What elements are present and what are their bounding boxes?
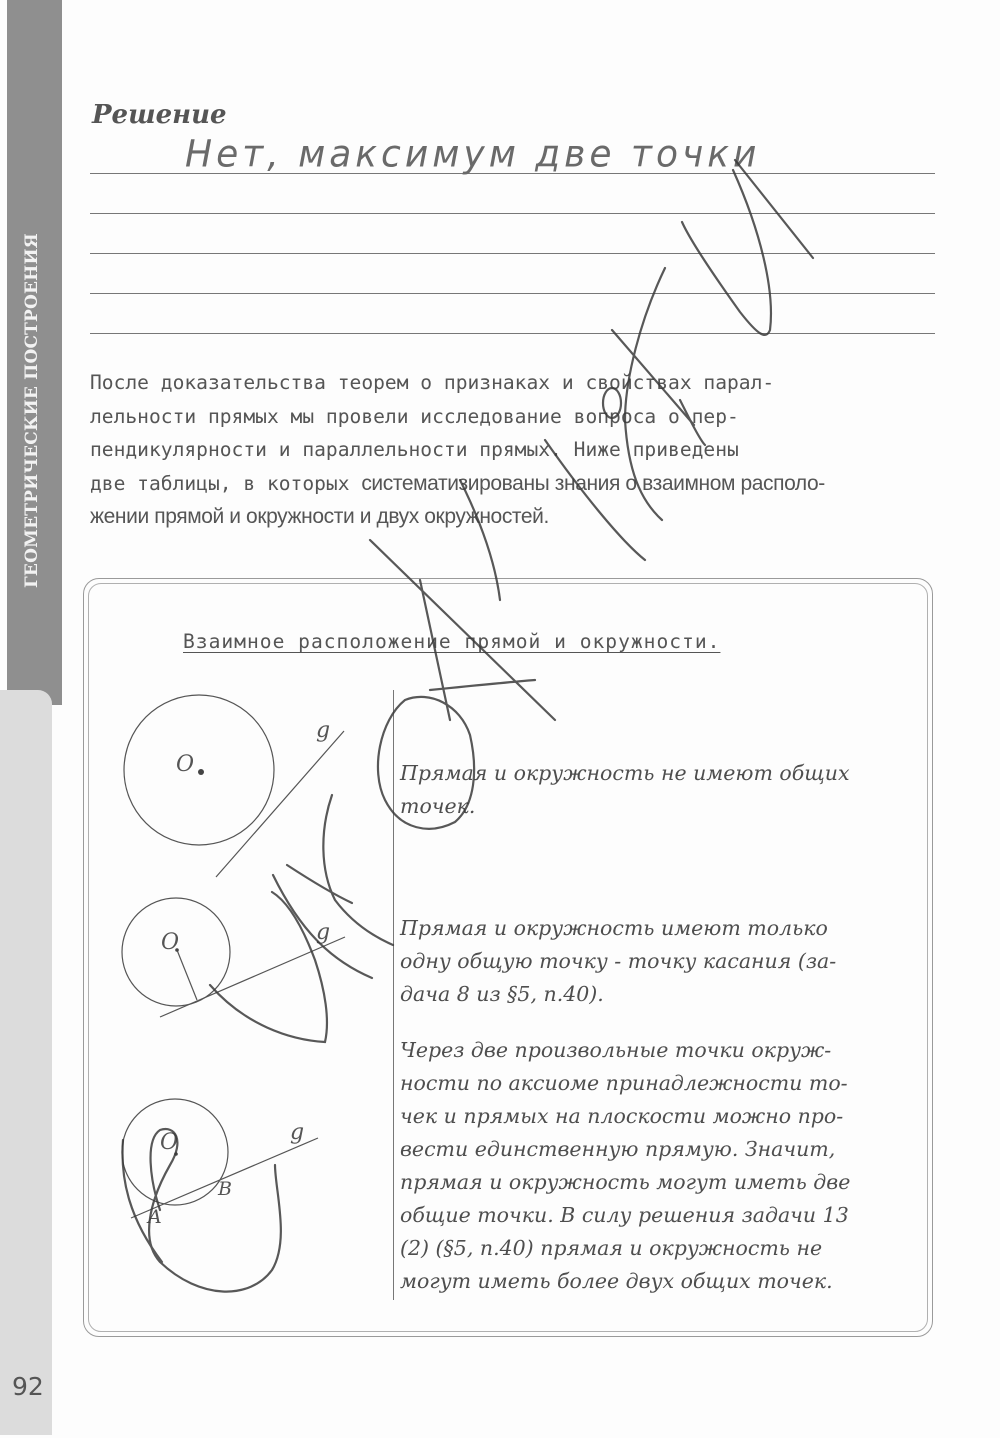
- case-text-line: Прямая и окружность имеют только: [400, 916, 828, 940]
- figure-tangent: [122, 898, 345, 1017]
- case-description: [400, 912, 885, 1011]
- case-text-line: общие точки. В силу решения задачи 13: [400, 1203, 849, 1227]
- intro-line: После доказательства теорем о признаках и свойствах парал-: [90, 371, 775, 394]
- case-description: [400, 757, 885, 823]
- figure-secant: [122, 1099, 318, 1218]
- case-text-line: (2) (§5, п.40) прямая и окружность не: [400, 1236, 823, 1260]
- point-label-a: A: [148, 1206, 162, 1228]
- page-number: 92: [12, 1372, 44, 1401]
- center-label: O: [160, 1130, 179, 1155]
- line-label: g: [316, 718, 331, 743]
- section-title: ГЕОМЕТРИЧЕСКИЕ ПОСТРОЕНИЯ: [22, 233, 42, 588]
- case-text-line: прямая и окружность могут иметь две: [400, 1170, 851, 1194]
- line-label: g: [316, 920, 331, 945]
- handwritten-answer: Нет, максимум две точки: [185, 132, 761, 177]
- case-text-line: могут иметь более двух общих точек.: [400, 1269, 833, 1293]
- intro-line: жении прямой и окружности и двух окружностей.: [90, 505, 549, 528]
- case-text-line: чек и прямых на плоскости можно про-: [400, 1104, 844, 1128]
- case-text-line: точек.: [400, 794, 476, 818]
- table-title: Взаимное расположение прямой и окружности.: [183, 630, 721, 653]
- case-text-line: одну общую точку - точку касания (за-: [400, 949, 837, 973]
- case-text-line: дача 8 из §5, п.40).: [400, 982, 604, 1006]
- point-label-b: B: [218, 1178, 232, 1200]
- case-text-line: Через две произвольные точки окруж-: [400, 1038, 832, 1062]
- intro-line: лельности прямых мы провели исследование вопроса о пер-: [90, 404, 739, 428]
- case-text-line: ности по аксиоме принадлежности то-: [400, 1071, 848, 1095]
- center-label: O: [176, 752, 195, 777]
- case-text-line: Прямая и окружность не имеют общих: [400, 761, 850, 785]
- intro-line: пендикулярности и параллельности прямых. Ниже приведены: [90, 438, 739, 461]
- solution-heading: Решение: [92, 100, 227, 130]
- center-label: O: [161, 930, 180, 955]
- case-text-line: вести единственную прямую. Значит,: [400, 1137, 836, 1161]
- intro-line-head: две таблицы, в которых: [90, 471, 362, 495]
- figure-no-intersection: [124, 695, 344, 877]
- case-description: [400, 1034, 885, 1298]
- intro-line-tail: систематизированы знания о взаимном располо-: [361, 471, 825, 495]
- line-label: g: [290, 1120, 305, 1145]
